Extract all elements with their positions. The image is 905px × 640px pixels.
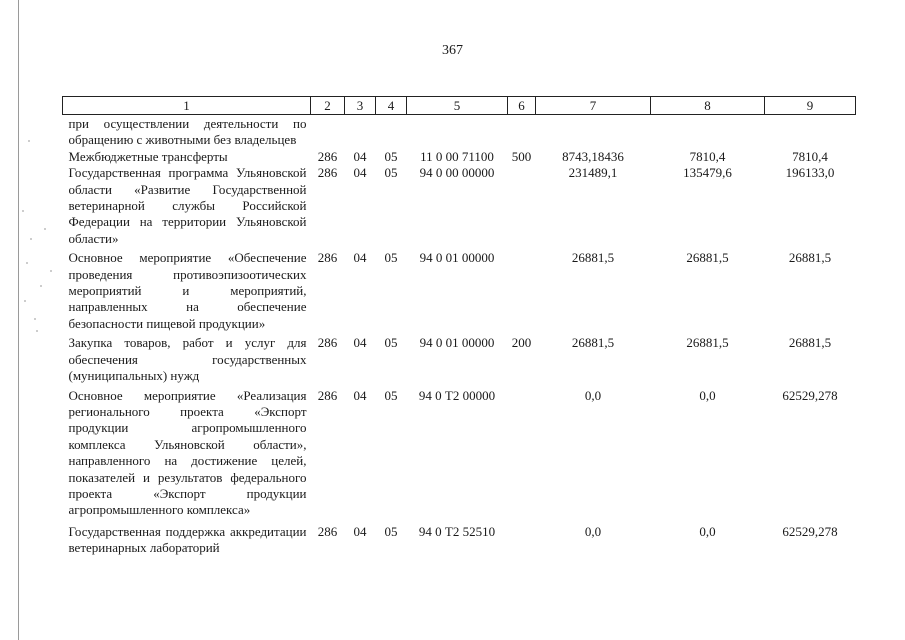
cell-amount-1: 26881,5 bbox=[571, 250, 615, 266]
cell-subsection: 05 bbox=[384, 335, 398, 351]
table-row bbox=[63, 519, 856, 557]
row-name: Основное мероприятие «Обеспечение проведения противоэпизоотических мероприятий и мероприятий, направленных на обеспечение безопасности пищевой продукции» bbox=[68, 250, 307, 331]
cell-admin-code: 286 bbox=[317, 387, 338, 403]
cell-section: 04 bbox=[353, 335, 367, 351]
column-header: 1 bbox=[63, 97, 311, 115]
cell-expense-type bbox=[508, 385, 536, 519]
cell-amount-2 bbox=[651, 115, 765, 149]
cell-amount-3: 7810,4 bbox=[792, 148, 828, 164]
cell-section: 04 bbox=[353, 250, 367, 266]
cell-target-code: 11 0 00 71100 bbox=[420, 148, 494, 164]
page-edge-line bbox=[18, 0, 19, 640]
column-header: 2 bbox=[311, 97, 345, 115]
cell-target-code: 94 0 Т2 52510 bbox=[418, 523, 496, 539]
column-header: 5 bbox=[407, 97, 508, 115]
cell-amount-1: 26881,5 bbox=[571, 335, 615, 351]
cell-admin-code: 286 bbox=[317, 523, 338, 539]
row-name: Государственная программа Ульяновской области «Развитие Государственной ветеринарной службы Российской Федерации на территории Ульяновской области» bbox=[68, 165, 307, 246]
row-name: Государственная поддержка аккредитации ветеринарных лабораторий bbox=[68, 523, 307, 556]
cell-amount-1: 8743,18436 bbox=[562, 148, 624, 164]
cell-subsection: 05 bbox=[384, 523, 398, 539]
cell-expense-type bbox=[508, 115, 536, 149]
cell-amount-1: 231489,1 bbox=[568, 165, 618, 181]
cell-amount-2: 0,0 bbox=[699, 523, 716, 539]
cell-amount-3: 26881,5 bbox=[788, 250, 832, 266]
column-header: 3 bbox=[345, 97, 376, 115]
table-row bbox=[63, 385, 856, 519]
cell-amount-1: 0,0 bbox=[584, 387, 602, 403]
cell-admin-code: 286 bbox=[317, 335, 338, 351]
cell-subsection: 05 bbox=[384, 148, 398, 164]
cell-amount-2: 0,0 bbox=[699, 387, 716, 403]
budget-table bbox=[62, 96, 856, 557]
cell-expense-type: 500 bbox=[511, 148, 532, 164]
cell-section: 04 bbox=[353, 148, 367, 164]
table-row bbox=[63, 247, 856, 332]
cell-amount-2: 135479,6 bbox=[683, 165, 732, 181]
cell-subsection: 05 bbox=[384, 165, 398, 181]
cell-expense-type bbox=[508, 247, 536, 332]
row-name: Основное мероприятие «Реализация регионального проекта «Экспорт продукции агропромышленного комплекса Ульяновской области», направленного на достижение целей, показателей и результатов федерального проекта «Экспорт продукции агропромышленного комплекса» bbox=[68, 387, 307, 518]
cell-admin-code: 286 bbox=[317, 165, 338, 181]
column-header: 8 bbox=[651, 97, 765, 115]
column-header: 7 bbox=[536, 97, 651, 115]
cell-subsection bbox=[376, 115, 407, 149]
cell-target-code: 94 0 00 00000 bbox=[419, 165, 495, 181]
cell-admin-code: 286 bbox=[317, 250, 338, 266]
cell-subsection: 05 bbox=[384, 387, 398, 403]
cell-subsection: 05 bbox=[384, 250, 398, 266]
cell-target-code: 94 0 01 00000 bbox=[419, 250, 495, 266]
cell-amount-3: 62529,278 bbox=[782, 523, 838, 539]
cell-amount-3: 26881,5 bbox=[788, 335, 832, 351]
cell-amount-2: 26881,5 bbox=[686, 335, 729, 351]
cell-section: 04 bbox=[353, 387, 367, 403]
column-header: 4 bbox=[376, 97, 407, 115]
cell-amount-3 bbox=[765, 115, 856, 149]
cell-target-code: 94 0 01 00000 bbox=[419, 335, 495, 351]
table-row bbox=[63, 332, 856, 384]
header-row bbox=[63, 97, 856, 115]
table-row bbox=[63, 115, 856, 149]
column-header: 6 bbox=[508, 97, 536, 115]
cell-amount-2: 7810,4 bbox=[689, 148, 726, 164]
cell-amount-2: 26881,5 bbox=[686, 250, 729, 266]
row-name: Межбюджетные трансферты bbox=[68, 148, 228, 164]
cell-target-code: 94 0 Т2 00000 bbox=[418, 387, 496, 403]
cell-expense-type bbox=[508, 519, 536, 557]
cell-section bbox=[345, 115, 376, 149]
cell-amount-3: 62529,278 bbox=[782, 387, 838, 403]
cell-amount-1 bbox=[536, 115, 651, 149]
cell-expense-type bbox=[508, 165, 536, 247]
column-header: 9 bbox=[765, 97, 856, 115]
cell-amount-3: 196133,0 bbox=[785, 165, 835, 181]
cell-admin-code: 286 bbox=[317, 148, 338, 164]
cell-admin-code bbox=[311, 115, 345, 149]
cell-amount-1: 0,0 bbox=[584, 523, 602, 539]
cell-section: 04 bbox=[353, 523, 367, 539]
row-name: при осуществлении деятельности по обращению с животными без владельцев bbox=[68, 116, 307, 148]
row-name: Закупка товаров, работ и услуг для обеспечения государственных (муниципальных) нужд bbox=[68, 335, 307, 384]
cell-expense-type: 200 bbox=[511, 335, 532, 351]
table-row bbox=[63, 165, 856, 247]
page-number: 367 bbox=[442, 43, 463, 58]
table-row bbox=[63, 149, 856, 165]
cell-target-code bbox=[407, 115, 508, 149]
cell-section: 04 bbox=[353, 165, 367, 181]
